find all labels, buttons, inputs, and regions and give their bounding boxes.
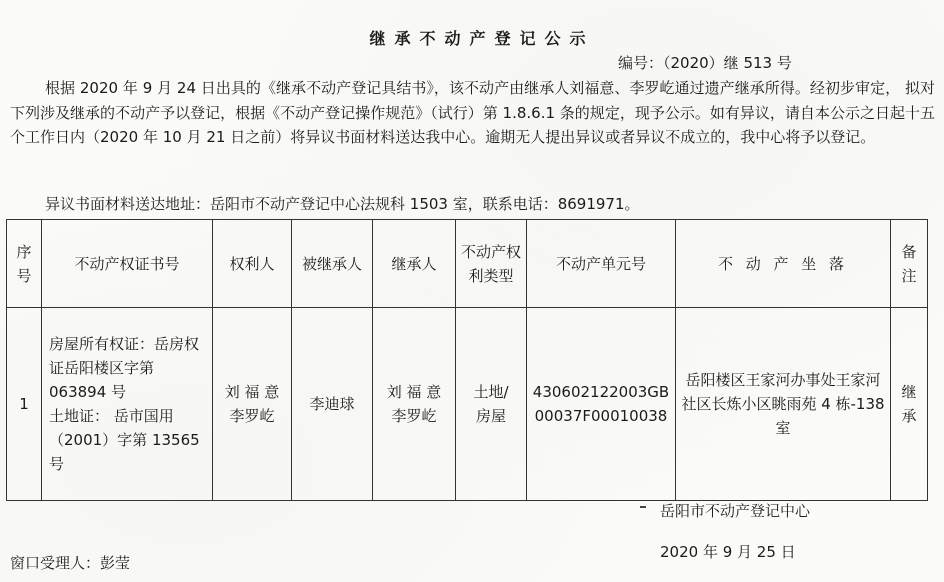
table-header-row	[7, 220, 928, 308]
issue-date: 2020 年 9 月 25 日	[660, 543, 796, 561]
dash-mark	[640, 506, 646, 508]
window-receiver: 窗口受理人：彭莹	[10, 554, 131, 572]
cell-note: 继承	[891, 308, 928, 501]
header-location: 不 动 产 坐 落	[676, 220, 891, 308]
document-title: 继承不动产登记公示	[369, 29, 595, 48]
header-certificate-no: 不动产权证书号	[42, 220, 213, 308]
header-right-type: 不动产权利类型	[456, 220, 527, 308]
cell-location: 岳阳楼区王家河办事处王家河社区长炼小区眺雨苑 4 栋-138 室	[676, 308, 891, 501]
cell-heir: 刘 福 意 李罗屹	[373, 308, 456, 501]
announcement-body: 根据 2020 年 9 月 24 日出具的《继承不动产登记具结书》，该不动产由继承人刘福意、李罗屹通过遗产继承所得。经初步审定， 拟对下列涉及继承的不动产予以登记，根据《不动产登记操作规范》（试行）第 1.8.6.1 条的规定，现予公示。如有异议，请自本公示之日起十五个工作日内（2020 年 10 月 21 日之前）将异议书面材料送达我中心。逾期无人提出异议或者异议不成立的，我中心将予以登记。	[10, 79, 935, 146]
objection-address: 异议书面材料送达地址：岳阳市不动产登记中心法规科 1503 室，联系电话：8691971。	[45, 195, 640, 213]
header-heir: 继承人	[373, 220, 456, 308]
header-unit-no: 不动产单元号	[527, 220, 676, 308]
cell-certificate-no: 房屋所有权证：岳房权证岳阳楼区字第 063894 号 土地证： 岳市国用（2001）字第 13565 号	[42, 308, 213, 501]
cell-unit-no: 430602122003GB00037F00010038	[527, 308, 676, 501]
table-row	[7, 308, 928, 501]
cell-right-type: 土地/ 房屋	[456, 308, 527, 501]
registration-table	[6, 219, 928, 501]
issuing-organization: 岳阳市不动产登记中心	[660, 502, 811, 520]
header-decedent: 被继承人	[292, 220, 373, 308]
header-note: 备注	[891, 220, 928, 308]
document-number: 编号：（2020）继 513 号	[618, 54, 792, 72]
header-serial-no: 序号	[7, 220, 42, 308]
cell-serial-no: 1	[7, 308, 42, 501]
cell-decedent: 李迪球	[292, 308, 373, 501]
header-owner: 权利人	[213, 220, 292, 308]
cell-owner: 刘 福 意 李罗屹	[213, 308, 292, 501]
